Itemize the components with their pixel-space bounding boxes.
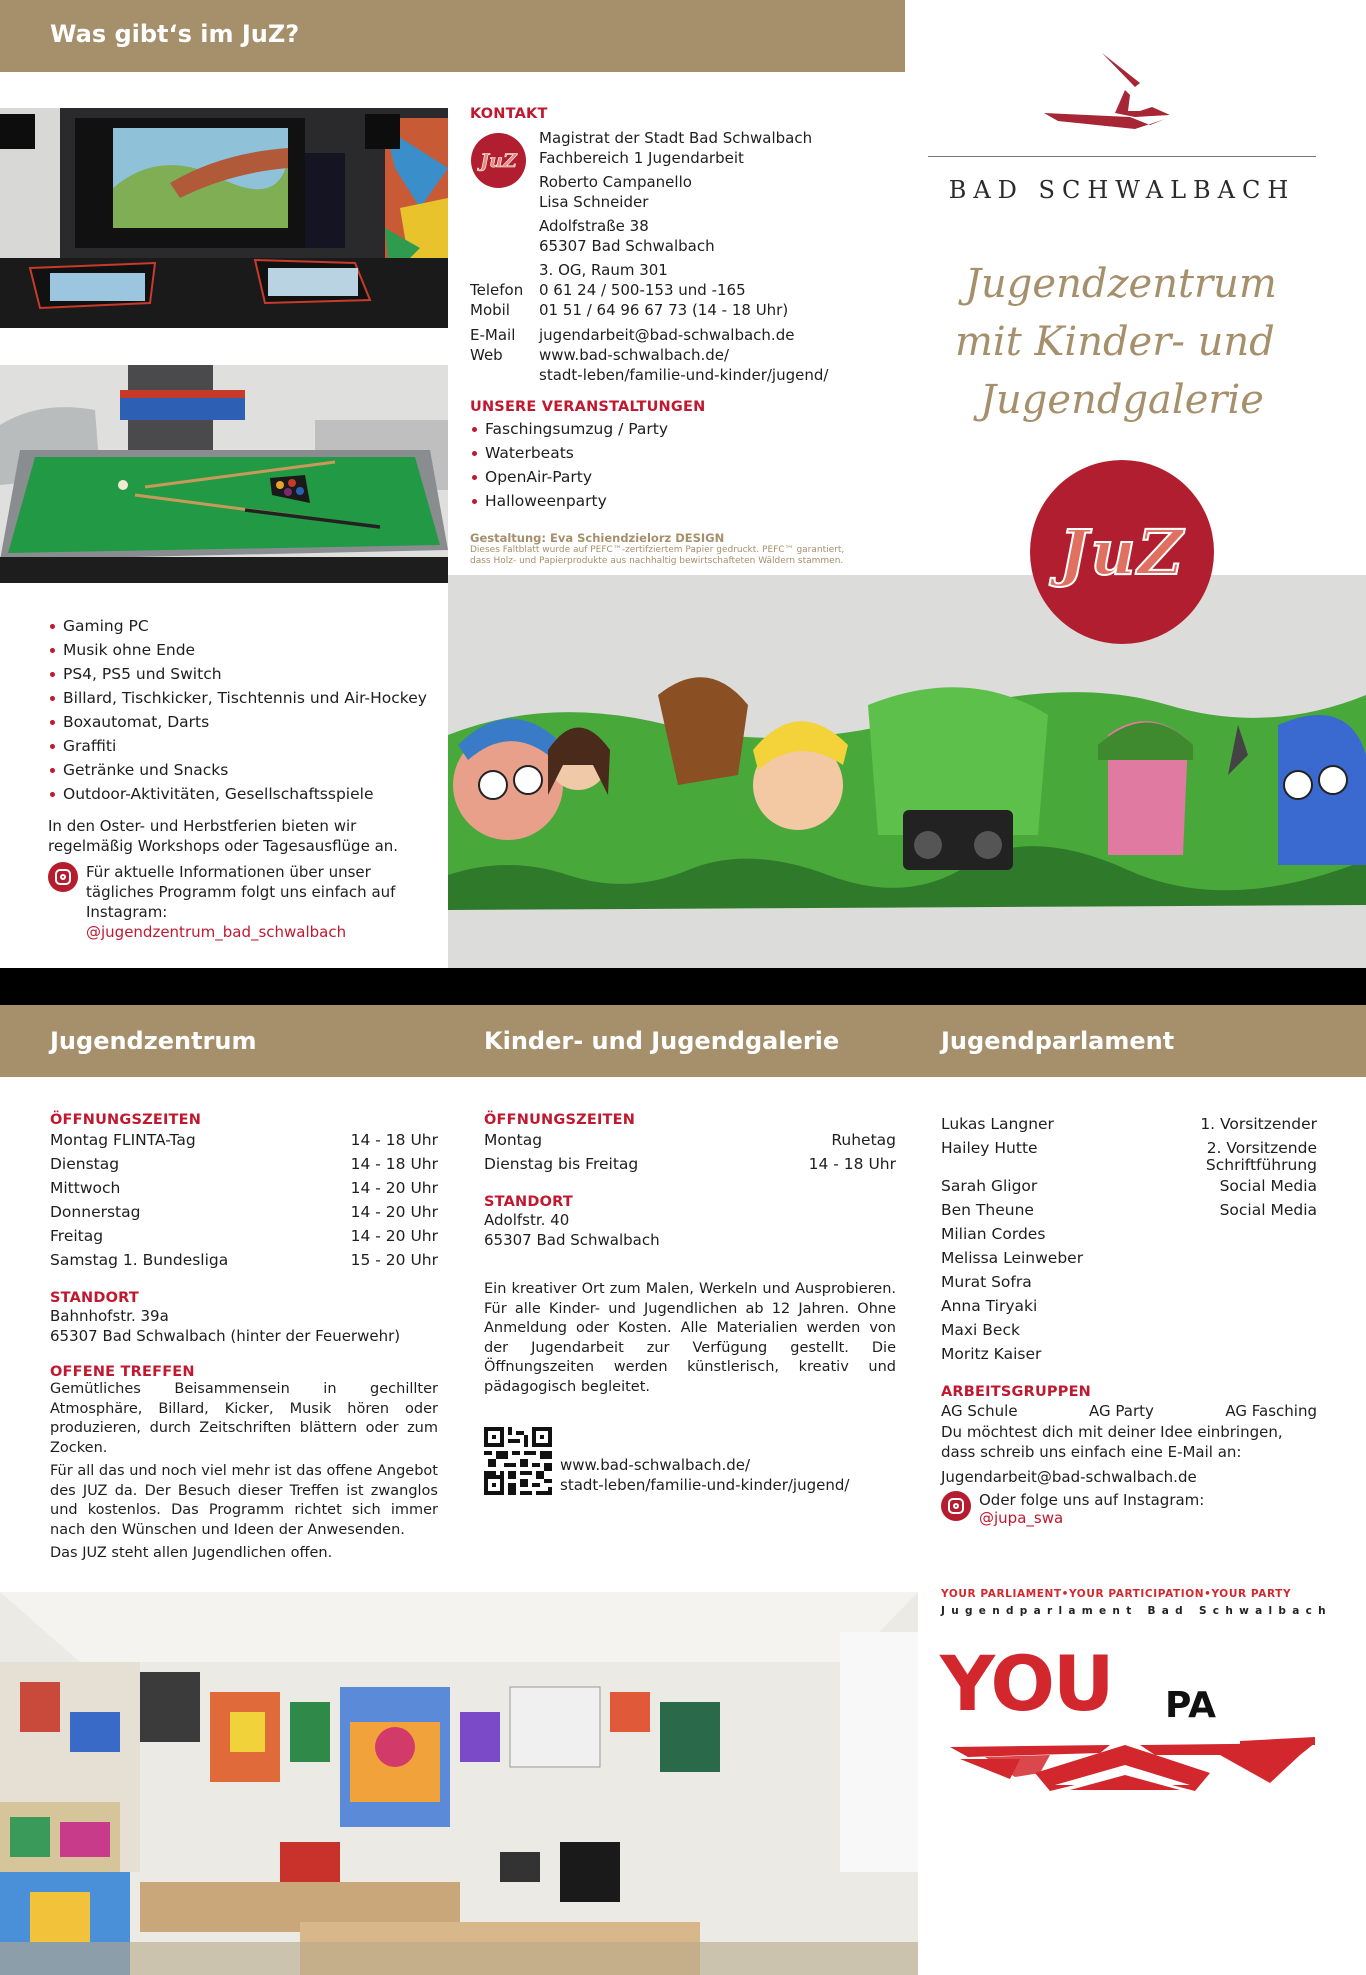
hours-day: Mittwoch: [50, 1179, 121, 1197]
parlament-instagram-note: Oder folge uns auf Instagram:: [979, 1491, 1205, 1509]
contact-person-2: Lisa Schneider: [539, 193, 649, 211]
group-item: AG Fasching: [1225, 1402, 1317, 1420]
jugendzentrum-column: [50, 1112, 438, 1564]
phone-value[interactable]: 0 61 24 / 500-153 und -165: [539, 281, 746, 299]
hours-row: [484, 1128, 896, 1152]
header-band-was-gibts: [0, 0, 905, 72]
parlament-instagram-block: [941, 1491, 1317, 1527]
member-name: Hailey Hutte: [941, 1139, 1038, 1157]
hours-row: [50, 1176, 438, 1200]
member-row: [941, 1174, 1317, 1198]
hours-day: Samstag 1. Bundesliga: [50, 1251, 229, 1269]
event-item: Faschingsumzug / Party: [470, 417, 900, 441]
jz-meet-p2: Für all das und noch viel mehr ist das offene Angebot des JUZ da. Der Besuch dieser Treffen ist zwanglos und kostenlos. Das Programm richtet sich immer nach den Wünschen und Ideen der Anwesenden.: [50, 1463, 438, 1538]
hours-time: 15 - 20 Uhr: [350, 1251, 438, 1269]
hours-time: 14 - 20 Uhr: [350, 1179, 438, 1197]
jz-meet-p1: Gemütliches Beisammensein in gechillter Atmosphäre, Billard, Kicker, Musik hören oder produzieren, durch Zeitschriften blättern oder zum Zocken.: [50, 1381, 438, 1456]
group-item: AG Party: [1089, 1402, 1154, 1420]
photo-gallery-room: [0, 1592, 918, 1975]
gal-city: 65307 Bad Schwalbach: [484, 1231, 660, 1249]
contact-person-1: Roberto Campanello: [539, 173, 692, 191]
feature-item: Boxautomat, Darts: [48, 710, 448, 734]
instagram-icon[interactable]: [48, 862, 78, 892]
event-item: Waterbeats: [470, 441, 900, 465]
gal-url-line1[interactable]: www.bad-schwalbach.de/: [560, 1456, 751, 1474]
events-list: [470, 417, 900, 513]
member-name: Maxi Beck: [941, 1321, 1020, 1339]
member-row: [941, 1294, 1317, 1318]
member-name: Lukas Langner: [941, 1115, 1054, 1133]
hours-time: Ruhetag: [831, 1131, 896, 1149]
photo-gaming-room: [0, 108, 448, 328]
contact-org-line2: Fachbereich 1 Jugendarbeit: [539, 149, 744, 167]
feature-item: Musik ohne Ende: [48, 638, 448, 662]
member-row: [941, 1246, 1317, 1270]
member-row: [941, 1222, 1317, 1246]
member-role: Social Media: [1219, 1177, 1317, 1195]
youpa-logo-you: YOU: [940, 1639, 1113, 1728]
feature-item: Graffiti: [48, 734, 448, 758]
jz-hours-table: [50, 1128, 438, 1272]
hours-time: 14 - 18 Uhr: [350, 1155, 438, 1173]
credits: [470, 531, 910, 567]
member-name: Ben Theune: [941, 1201, 1034, 1219]
contact-org-line1: Magistrat der Stadt Bad Schwalbach: [539, 129, 813, 147]
hours-day: Freitag: [50, 1227, 104, 1245]
parlament-instagram-handle[interactable]: @jupa_swa: [979, 1509, 1064, 1527]
event-item: OpenAir-Party: [470, 465, 900, 489]
member-row: [941, 1318, 1317, 1342]
group-item: AG Schule: [941, 1402, 1018, 1420]
city-wordmark: BAD SCHWALBACH: [948, 176, 1296, 204]
member-role: 1. Vorsitzender: [1200, 1115, 1317, 1133]
gal-hours-heading: ÖFFNUNGSZEITEN: [484, 1112, 636, 1128]
feature-item: Billard, Tischkicker, Tischtennis und Air-Hockey: [48, 686, 448, 710]
member-name: Sarah Gligor: [941, 1177, 1038, 1195]
feature-item: Outdoor-Aktivitäten, Gesellschaftsspiele: [48, 782, 448, 806]
member-name: Moritz Kaiser: [941, 1345, 1042, 1363]
features-section: [48, 614, 448, 942]
contact-address-block: [539, 128, 899, 280]
hours-day: Dienstag bis Freitag: [484, 1155, 639, 1173]
contact-street: Adolfstraße 38: [539, 217, 649, 235]
holiday-note: In den Oster- und Herbstferien bieten wir regelmäßig Workshops oder Tagesausflüge an.: [48, 817, 399, 855]
web-link-line2[interactable]: stadt-leben/familie-und-kinder/jugend/: [539, 366, 829, 384]
hours-row: [484, 1152, 896, 1176]
youpa-slogan: YOUR PARLIAMENT•YOUR PARTICIPATION•YOUR PARTY: [941, 1588, 1292, 1600]
web-label: Web: [470, 346, 503, 364]
contact-juz-logo: [471, 133, 526, 188]
instagram-handle-link[interactable]: @jugendzentrum_bad_schwalbach: [86, 923, 347, 941]
groups-heading: ARBEITSGRUPPEN: [941, 1384, 1092, 1400]
events-heading: UNSERE VERANSTALTUNGEN: [470, 399, 706, 415]
hours-row: [50, 1200, 438, 1224]
email-link[interactable]: jugendarbeit@bad-schwalbach.de: [539, 326, 795, 344]
mobile-label: Mobil: [470, 301, 510, 319]
hours-day: Donnerstag: [50, 1203, 141, 1221]
member-name: Melissa Leinweber: [941, 1249, 1084, 1267]
title-jugendzentrum: Jugendzentrum: [50, 1027, 257, 1055]
qr-code-icon[interactable]: [484, 1427, 552, 1495]
member-row: [941, 1270, 1317, 1294]
section-title-was-gibts: Was gibt‘s im JuZ?: [50, 20, 300, 48]
gal-description: Ein kreativer Ort zum Malen, Werkeln und Ausprobieren. Für alle Kinder- und Jugendlichen ab 12 Jahren. Ohne Anmeldung oder Kosten. Alle Materialien werden von der Jugendarbeit zur Verfügung gestellt. Die Öffnungszeiten werden künstlerisch, kreativ und pädagogisch begleitet.: [484, 1281, 896, 1395]
cover-tagline: [955, 255, 1335, 429]
jz-hours-heading: ÖFFNUNGSZEITEN: [50, 1112, 202, 1128]
parlament-column: [941, 1112, 1317, 1527]
youpa-logo: [940, 1639, 1320, 1795]
fold-divider: [0, 968, 1366, 1005]
tagline-line2: mit Kinder- und: [955, 319, 1275, 365]
groups-row: [941, 1400, 1317, 1422]
hours-row: [50, 1248, 438, 1272]
photo-billiard-room: [0, 365, 448, 583]
contact-heading: KONTAKT: [470, 106, 548, 122]
mobile-value[interactable]: 01 51 / 64 96 67 73 (14 - 18 Uhr): [539, 301, 789, 319]
contact-room: 3. OG, Raum 301: [539, 261, 668, 279]
contact-details: [470, 280, 900, 385]
hours-time: 14 - 18 Uhr: [808, 1155, 896, 1173]
gal-location-heading: STANDORT: [484, 1194, 573, 1210]
hours-row: [50, 1128, 438, 1152]
event-item: Halloweenparty: [470, 489, 900, 513]
photo-graffiti-mural: [448, 575, 1366, 968]
events-section: [470, 399, 900, 513]
jz-street: Bahnhofstr. 39a: [50, 1307, 169, 1325]
gal-url-line2[interactable]: stadt-leben/familie-und-kinder/jugend/: [560, 1476, 850, 1494]
jz-meet-heading: OFFENE TREFFEN: [50, 1364, 195, 1380]
tagline-line3: Jugendgalerie: [980, 377, 1264, 423]
title-galerie: Kinder- und Jugendgalerie: [484, 1027, 840, 1055]
instagram-block: [48, 862, 448, 942]
web-link-line1[interactable]: www.bad-schwalbach.de/: [539, 346, 730, 364]
contact-juz-logo-text: JuZ: [480, 149, 517, 172]
parlament-email-link[interactable]: Jugendarbeit@bad-schwalbach.de: [941, 1468, 1197, 1486]
hours-day: Montag: [484, 1131, 543, 1149]
member-role: Social Media: [1219, 1201, 1317, 1219]
galerie-column: [484, 1112, 896, 1495]
hours-row: [50, 1224, 438, 1248]
feature-item: Gaming PC: [48, 614, 448, 638]
hours-row: [50, 1152, 438, 1176]
instagram-note: Für aktuelle Informationen über unser tägliches Programm folgt uns einfach auf Instagram:: [86, 863, 396, 921]
tagline-line1: Jugendzentrum: [965, 261, 1277, 307]
member-name: Milian Cordes: [941, 1225, 1046, 1243]
features-list: [48, 614, 448, 806]
juz-logo-text: JuZ: [1059, 515, 1185, 589]
paper-note-line2: dass Holz- und Papierprodukte aus nachhaltig bewirtschafteten Wäldern stammen.: [470, 556, 844, 566]
member-row: [941, 1198, 1317, 1222]
paper-note-line1: Dieses Faltblatt wurde auf PEFC™-zertifziertem Papier gedruckt. PEFC™ garantiert,: [470, 545, 845, 555]
youpa-subtitle: Jugendparlament Bad Schwalbach: [941, 1605, 1332, 1617]
hours-time: 14 - 20 Uhr: [350, 1203, 438, 1221]
swallow-logo-icon: [1040, 45, 1175, 135]
cover-divider: [928, 156, 1316, 157]
youpa-logo-pa: PA: [1165, 1685, 1216, 1726]
members-list: [941, 1112, 1317, 1366]
title-parlament: Jugendparlament: [941, 1027, 1175, 1055]
member-name: Murat Sofra: [941, 1273, 1032, 1291]
contact-city: 65307 Bad Schwalbach: [539, 237, 715, 255]
member-role: 2. Vorsitzende: [1206, 1139, 1317, 1157]
idea-text: Du möchtest dich mit deiner Idee einbringen, dass schreib uns einfach eine E-Mail an:: [941, 1423, 1283, 1461]
member-row: [941, 1112, 1317, 1136]
member-name: Anna Tiryaki: [941, 1297, 1038, 1315]
gal-qr-block: [484, 1427, 896, 1495]
contact-section: [470, 106, 900, 122]
hours-day: Montag FLINTA-Tag: [50, 1131, 196, 1149]
feature-item: PS4, PS5 und Switch: [48, 662, 448, 686]
hours-day: Dienstag: [50, 1155, 120, 1173]
jz-meet-p3: Das JUZ steht allen Jugendlichen offen.: [50, 1545, 333, 1561]
instagram-icon[interactable]: [941, 1491, 971, 1521]
hours-time: 14 - 18 Uhr: [350, 1131, 438, 1149]
section-band-bottom: [0, 1005, 1366, 1077]
hours-time: 14 - 20 Uhr: [350, 1227, 438, 1245]
phone-label: Telefon: [470, 281, 524, 299]
email-label: E-Mail: [470, 326, 516, 344]
juz-logo: [1030, 460, 1214, 644]
jz-location-heading: STANDORT: [50, 1290, 139, 1306]
jz-city: 65307 Bad Schwalbach (hinter der Feuerwehr): [50, 1327, 401, 1345]
member-row: [941, 1342, 1317, 1366]
design-credit: Gestaltung: Eva Schiendzielorz DESIGN: [470, 531, 725, 545]
feature-item: Getränke und Snacks: [48, 758, 448, 782]
gal-street: Adolfstr. 40: [484, 1211, 570, 1229]
member-role-secondary: Schriftführung: [1205, 1156, 1317, 1174]
